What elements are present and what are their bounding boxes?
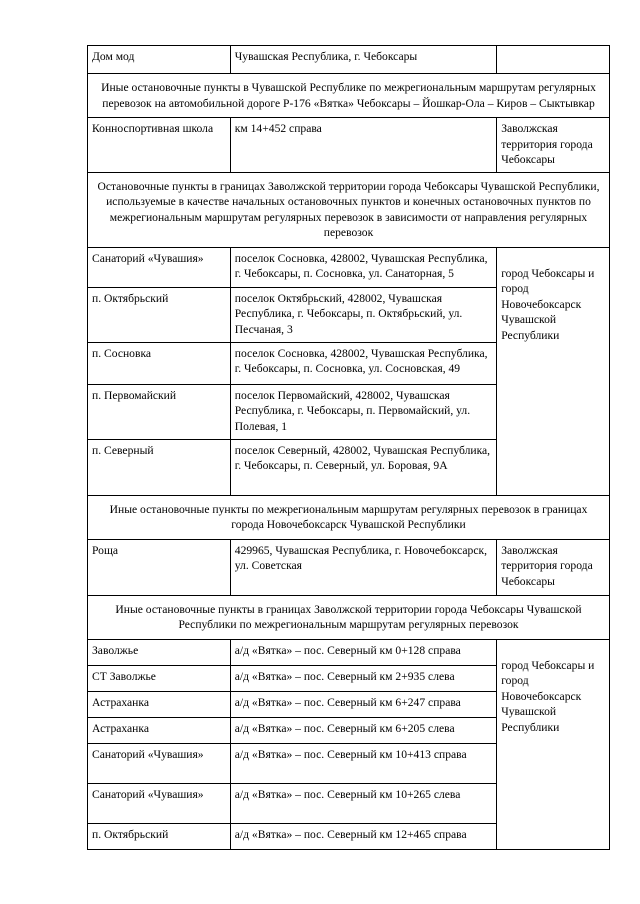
stop-address-cell: поселок Северный, 428002, Чувашская Республика, г. Чебоксары, п. Северный, ул. Боровая, 9А: [230, 439, 496, 495]
territory-cell: город Чебоксары и город Новочебоксарск Чувашской Республики: [497, 247, 610, 495]
stop-address-cell: поселок Сосновка, 428002, Чувашская Республика, г. Чебоксары, п. Сосновка, ул. Сосновская, 49: [230, 342, 496, 384]
table-row: [88, 118, 610, 173]
stop-address-cell: а/д «Вятка» – пос. Северный км 0+128 справа: [230, 639, 496, 665]
document-page: [87, 45, 610, 850]
territory-cell: [497, 46, 610, 74]
stop-name-cell: Санаторий «Чувашия»: [88, 783, 231, 823]
table-row: [88, 539, 610, 595]
stop-name-cell: СТ Заволжье: [88, 665, 231, 691]
section-header: Иные остановочные пункты по межрегиональным маршрутам регулярных перевозок в границах города Новочебоксарск Чувашской Республики: [88, 495, 610, 539]
section-header-row: [88, 495, 610, 539]
table-row: [88, 247, 610, 287]
stop-name-cell: п. Октябрьский: [88, 823, 231, 849]
stop-name-cell: п. Северный: [88, 439, 231, 495]
stop-name-cell: Дом мод: [88, 46, 231, 74]
stop-name-cell: Роща: [88, 539, 231, 595]
stop-name-cell: п. Октябрьский: [88, 287, 231, 342]
section-header-row: [88, 172, 610, 247]
territory-cell: Заволжская территория города Чебоксары: [497, 539, 610, 595]
stop-address-cell: а/д «Вятка» – пос. Северный км 6+205 слева: [230, 717, 496, 743]
stop-address-cell: а/д «Вятка» – пос. Северный км 6+247 справа: [230, 691, 496, 717]
section-header-row: [88, 74, 610, 118]
stop-name-cell: Астраханка: [88, 691, 231, 717]
stop-name-cell: Конноспортивная школа: [88, 118, 231, 173]
table-row: [88, 639, 610, 665]
section-header: Иные остановочные пункты в границах Заволжской территории города Чебоксары Чувашской Республики по межрегиональным маршрутам регулярных перевозок: [88, 595, 610, 639]
stop-name-cell: Санаторий «Чувашия»: [88, 247, 231, 287]
table-row: [88, 46, 610, 74]
section-header: Иные остановочные пункты в Чувашской Республике по межрегиональным маршрутам регулярных перевозок на автомобильной дороге Р-176 «Вятка» Чебоксары – Йошкар-Ола – Киров – Сыктывкар: [88, 74, 610, 118]
stop-address-cell: а/д «Вятка» – пос. Северный км 12+465 справа: [230, 823, 496, 849]
stop-address-cell: а/д «Вятка» – пос. Северный км 10+413 справа: [230, 743, 496, 783]
stop-name-cell: Заволжье: [88, 639, 231, 665]
bus-stops-table: [87, 45, 610, 850]
stop-name-cell: Санаторий «Чувашия»: [88, 743, 231, 783]
stop-address-cell: поселок Октябрьский, 428002, Чувашская Республика, г. Чебоксары, п. Октябрьский, ул. Песчаная, 3: [230, 287, 496, 342]
section-header-row: [88, 595, 610, 639]
stop-address-cell: Чувашская Республика, г. Чебоксары: [230, 46, 496, 74]
stop-address-cell: 429965, Чувашская Республика, г. Новочебоксарск, ул. Советская: [230, 539, 496, 595]
stop-address-cell: км 14+452 справа: [230, 118, 496, 173]
stop-name-cell: п. Первомайский: [88, 384, 231, 439]
stop-name-cell: Астраханка: [88, 717, 231, 743]
territory-cell: город Чебоксары и город Новочебоксарск Чувашской Республики: [497, 639, 610, 849]
section-header: Остановочные пункты в границах Заволжской территории города Чебоксары Чувашской Республики, используемые в качестве начальных остановочных пунктов и конечных остановочных пунктов по межрегиональным маршрутам регулярных перевозок в зависимости от направления регулярных перевозок: [88, 172, 610, 247]
territory-cell: Заволжская территория города Чебоксары: [497, 118, 610, 173]
stop-address-cell: поселок Сосновка, 428002, Чувашская Республика, г. Чебоксары, п. Сосновка, ул. Санаторная, 5: [230, 247, 496, 287]
stop-address-cell: а/д «Вятка» – пос. Северный км 2+935 слева: [230, 665, 496, 691]
stop-address-cell: а/д «Вятка» – пос. Северный км 10+265 слева: [230, 783, 496, 823]
stop-name-cell: п. Сосновка: [88, 342, 231, 384]
stop-address-cell: поселок Первомайский, 428002, Чувашская Республика, г. Чебоксары, п. Первомайский, ул. Полевая, 1: [230, 384, 496, 439]
